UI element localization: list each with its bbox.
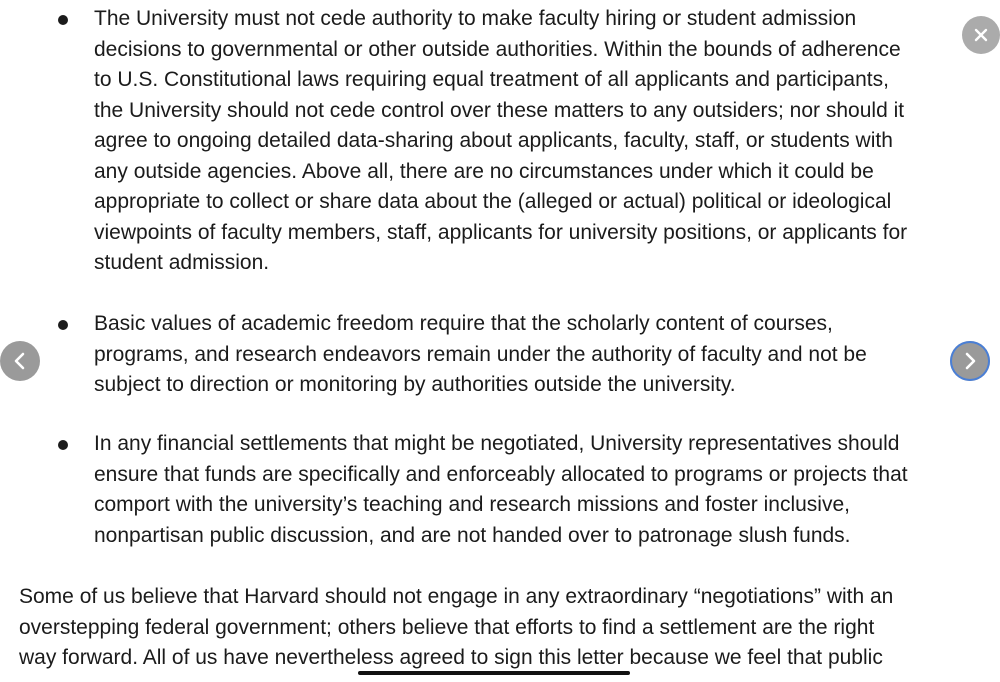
bullet-text-line: student admission.: [94, 251, 270, 274]
chevron-left-icon: [10, 351, 30, 371]
bullet-text-line: nonpartisan public discussion, and are not handed over to patronage slush funds.: [94, 523, 851, 547]
bullet-dot: [58, 320, 68, 330]
bullet-text-line: to U.S. Constitutional laws requiring equal treatment of all applicants and participants,: [94, 68, 889, 91]
bullet-text-line: appropriate to collect or share data about the (alleged or actual) political or ideological: [94, 190, 892, 213]
bullet-text-line: agree to ongoing detailed data-sharing about applicants, faculty, staff, or students with: [94, 129, 893, 152]
close-button[interactable]: [962, 16, 1000, 54]
body-paragraph: [19, 582, 994, 674]
close-icon: [973, 27, 989, 43]
bullet-item: [94, 429, 994, 551]
bullet-text-line: decisions to governmental or other outside authorities. Within the bounds of adherence: [94, 37, 901, 61]
underline-annotation: [358, 671, 630, 675]
paragraph-text-line: overstepping federal government; others believe that efforts to find a settlement are the right: [19, 615, 875, 639]
bullet-item: [94, 309, 994, 401]
bullet-text-line: comport with the university’s teaching and research missions and foster inclusive,: [94, 493, 850, 516]
bullet-dot: [58, 440, 68, 450]
bullet-text-line: ensure that funds are specifically and enforceably allocated to programs or projects that: [94, 462, 908, 486]
bullet-text-line: subject to direction or monitoring by authorities outside the university.: [94, 373, 736, 396]
next-image-button[interactable]: [950, 341, 990, 381]
bullet-text-line: any outside agencies. Above all, there are no circumstances under which it could be: [94, 159, 874, 183]
paragraph-text-line: way forward. All of us have nevertheless agreed to sign this letter because we feel that public: [19, 646, 883, 669]
bullet-text-line: programs, and research endeavors remain under the authority of faculty and not be: [94, 342, 867, 366]
bullet-text-line: In any financial settlements that might be negotiated, University representatives should: [94, 432, 900, 455]
bullet-item: [94, 4, 994, 279]
paragraph-text-line: Some of us believe that Harvard should not engage in any extraordinary “negotiations” with an: [19, 585, 894, 608]
bullet-text-line: The University must not cede authority to make faculty hiring or student admission: [94, 7, 857, 30]
previous-image-button[interactable]: [0, 341, 40, 381]
bullet-text-line: Basic values of academic freedom require that the scholarly content of courses,: [94, 312, 833, 335]
bullet-text-line: the University should not cede control over these matters to any outsiders; nor should it: [94, 98, 905, 122]
bullet-dot: [58, 15, 68, 25]
bullet-text-line: viewpoints of faculty members, staff, applicants for university positions, or applicants for: [94, 220, 908, 244]
chevron-right-icon: [960, 351, 980, 371]
